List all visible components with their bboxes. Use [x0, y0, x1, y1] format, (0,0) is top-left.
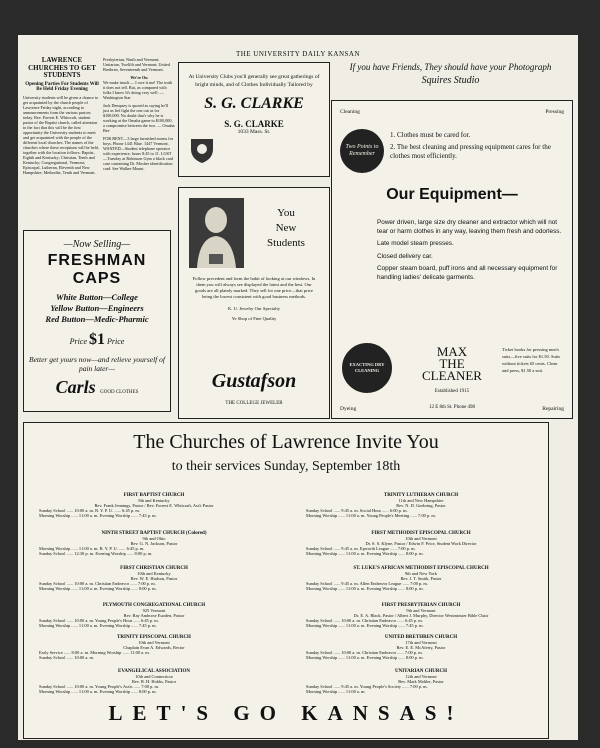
church-l1: Sunday School ...... 10:00 a. m. Young People's Hour ...... 6:45 p. m.: [39, 618, 159, 623]
lets-go-kansas: LET'S GO KANSAS!: [108, 701, 464, 725]
two-points-badge: Two Points to Remember: [340, 129, 384, 173]
caps-line-engineers: Yellow Button—Engineers: [50, 303, 144, 313]
church-name: UNITARIAN CHURCH: [395, 669, 447, 674]
church-pastor: Chaplain Evan A. Edwards, Rector: [123, 645, 185, 650]
church-listing: [306, 493, 536, 518]
church-addr: 17th and Vermont: [405, 640, 437, 645]
church-name: FIRST PRESBYTERIAN CHURCH: [381, 603, 461, 608]
gustafson-jeweler-ad: [178, 187, 330, 419]
now-selling: —Now Selling—: [63, 239, 131, 250]
max-name: MAX THE CLEANER Established 1915 12 E 8th St. Phone 498: [422, 344, 482, 410]
church-name: PLYMOUTH CONGREGATIONAL CHURCH: [102, 603, 206, 608]
bust-illustration-icon: [189, 198, 244, 268]
equipment-title: Our Equipment—: [386, 186, 518, 203]
church-name: UNITED BRETHREN CHURCH: [384, 635, 458, 640]
church-l2: Morning Worship ...... 11:00 a. m. Evening Worship ...... 8:00 p. m.: [39, 586, 157, 591]
article-subhead: Opening Parties For Students Will Be Held Friday Evening: [25, 81, 99, 92]
church-listing: [306, 531, 536, 556]
church-l2: Morning Worship ...... 11:00 a. m. Evening Worship ...... 8:00 p. m.: [306, 586, 424, 591]
church-name: TRINITY LUTHERAN CHURCH: [383, 493, 459, 498]
church-addr: 9th and New York: [405, 571, 437, 576]
church-pastor: Rev. E. E. McAferty, Pastor: [396, 645, 446, 650]
crest-icon: [187, 135, 217, 165]
clarke-intro: At University Clubs you'll generally see great gatherings of bright minds, and of Clothes Individually Tailored by: [188, 74, 320, 88]
church-addr: 10th and Vermont: [405, 536, 437, 541]
church-listing: [306, 566, 536, 591]
church-pastor: Dr. S. S. Klyne, Pastor / Edwin F. Price, Student Work Director: [365, 541, 477, 546]
dyeing-label: Dyeing: [340, 406, 357, 412]
church-addr: 11th and New Hampshire: [398, 498, 444, 503]
church-l2: Morning Worship ...... 11:00 a. m. Evening Worship ...... 8:00 p. m.: [39, 689, 157, 694]
price-label-right: Price: [107, 337, 125, 346]
dempsey-item: Jack Dempsey is quoted as saying he'll just as lief fight the one out as for $100,000. No doubt that's why he is working at the Omaha game to $100,000, a compromise between the two. — Omaha Bee: [103, 103, 175, 133]
church-listing: [39, 603, 269, 628]
church-l2: Morning Worship ...... 11:00 a. m. Young People's Meeting ...... 7:00 p. m.: [306, 513, 436, 518]
pressing-label: Pressing: [545, 109, 564, 115]
church-addr: 10th and Kentucky: [137, 571, 171, 576]
church-l2: Morning Worship ...... 11:00 a. m. Evening Worship ...... 8:00 p. m.: [306, 551, 424, 556]
second-column: [103, 57, 175, 255]
church-listing: [39, 566, 269, 591]
church-l1: Sunday School ...... 10:00 a. m. Christian Endeavor ...... 7:00 p. m.: [39, 581, 156, 586]
gustafson-quality: Ye Shop of Fine Quality: [231, 316, 277, 321]
churches-invite-ad: [23, 422, 549, 739]
price-value: $1: [89, 331, 105, 348]
you-new-students: You New Students: [267, 207, 305, 249]
church-listing: [39, 635, 269, 660]
church-pastor: Rev. Mark Mohler, Pastor: [398, 679, 444, 684]
church-name: FIRST BAPTIST CHURCH: [123, 493, 185, 498]
churches-subhead: to their services Sunday, September 18th: [171, 459, 401, 474]
church-name: FIRST METHODIST EPISCOPAL CHURCH: [371, 531, 471, 536]
church-l1: Sunday School ...... 10:00 a. m. Young People's Ass'n ...... 7:00 p. m.: [39, 684, 160, 689]
article-body: University students will be given a chance to get acquainted by the church people of Lawrence Friday night, according to announcements from the various pastors today. Rev. Forrest E. Whitcraft, student pastor of the Baptist church, called attention to the fact that this will be the first opportunity the University students to meet and get acquainted with the people of the different local churches. The names of the churches where these receptions will be held, together with the location follows: Baptist, Eighth and Kentucky; Christian, Tenth and Kentucky; Congregational, Vermont; Episcopal, Lutheran, Eleventh and New Hampshire; Methodist, Tenth and Vermont.: [23, 94, 99, 175]
church-l1: Early Service ...... 8:00 a. m. Morning Worship ...... 11:00 a. m.: [39, 650, 150, 655]
church-pastor: Rev. Frank Jennings, Pastor / Rev. Forrest E. Whitcraft, Ass't Pastor: [94, 503, 214, 508]
church-name: FIRST CHRISTIAN CHURCH: [120, 566, 188, 571]
church-pastor: Rev. G. N. Jackson, Pastor: [130, 541, 178, 546]
established: Established 1915: [434, 389, 470, 394]
church-l2: Morning Worship ...... 11:00 a. m.: [306, 689, 366, 694]
price-label-left: Price: [69, 337, 87, 346]
caps-title: FRESHMAN CAPS: [47, 252, 147, 287]
church-addr: 12th and Vermont: [405, 674, 437, 679]
church-addr: 8th and Kentucky: [138, 498, 170, 503]
church-l2: Morning Worship ...... 11:00 a. m. Evening Worship ...... 7:45 p. m.: [39, 513, 157, 518]
church-name: EVANGELICAL ASSOCIATION: [118, 669, 190, 674]
church-pastor: Rev. Ray Ambrose Euoden, Pastor: [123, 613, 185, 618]
church-addr: 9th and Vermont: [406, 608, 436, 613]
church-listing: [39, 669, 269, 694]
church-pastor: Dr. E. A. Black, Pastor / Albert J. Murphy, Director Westminster Bible Chair: [353, 613, 489, 618]
newspaper-page: [18, 35, 578, 740]
church-l1: Sunday School ...... 9:45 a. m. Social Hour ...... 6:00 p. m.: [306, 508, 408, 513]
gustafson-body: Follow precedent and form the habit of looking at our windows. In them you will always see displayed the latest and the best. Our goods are all plainly marked. They sell for one price—that price being the lowest consistent with good business methods. K. U. Jewelry Our Specialty Ye Shop of Fine Quality: [192, 276, 316, 321]
clarke-signature: S. G. CLARKE: [204, 95, 304, 112]
cleaning-label: Cleaning: [340, 109, 360, 115]
church-listing: [39, 493, 269, 518]
point-two: 2. The best cleaning and pressing equipment cares for the clothes most efficiently.: [390, 143, 551, 160]
max-address: 12 E 8th St. Phone 498: [428, 405, 476, 410]
clarke-name: S. G. CLARKE: [224, 119, 284, 129]
church-listing: [306, 669, 536, 694]
clarke-tailor-ad: [178, 62, 330, 177]
church-pastor: Rev. J. T. Smith, Pastor: [400, 576, 442, 581]
point-one: 1. Clothes must be cared for.: [390, 131, 471, 139]
church-l1: Sunday School ...... 10:00 a. m. Christian Endeavor ...... 7:00 p. m.: [306, 650, 423, 655]
were-on-poem: We make insult — I owe it me! The truth it does not tell. But, as compared with folks I know It's doing very well. — Washington Star: [103, 80, 173, 100]
church-l2: Morning Worship ...... 11:00 a. m. Evening Worship ...... 8:00 p. m.: [306, 655, 424, 660]
church-l1: Morning Worship ...... 11:00 a. m. B. Y. P. U. ...... 6:45 p. m.: [39, 546, 145, 551]
church-l1: Sunday School ...... 10:00 a. m. B. Y. P. U. ...... 6:45 p. m.: [39, 508, 140, 513]
exacting-seal: EXACTING DRY CLEANING: [342, 343, 392, 393]
gustafson-tag: THE COLLEGE JEWELER: [225, 401, 283, 406]
church-addr: 925 Vermont: [142, 608, 166, 613]
church-name: TRINITY EPISCOPAL CHURCH: [117, 635, 191, 640]
studio-name: Squires Studio: [421, 75, 480, 86]
repairing-label: Repairing: [542, 406, 564, 412]
church-l1: Sunday School ...... 9:45 a. m. Epworth League ...... 7:00 p. m.: [306, 546, 416, 551]
classified-ads: FOR RENT—3 large furnished rooms for boys. Phone 1441 Blue. 1447 Vermont. WANTED—Student telephone operator with experience, hours 8:45 to 11. LOST—Tuesday at Robinson Gym a black card case containing Dr. Mosher identification card. See Walker Mount.: [103, 136, 174, 171]
church-l1: Sunday School ...... 9:45 a. m. Allen Endeavor League ...... 7:00 p. m.: [306, 581, 428, 586]
caps-line-college: White Button—College: [56, 292, 138, 302]
church-addr: 9th and Ohio: [142, 536, 166, 541]
church-name: ST. LUKE'S AFRICAN METHODIST EPISCOPAL CHURCH: [353, 566, 489, 571]
lawrence-churches-article: [23, 57, 101, 255]
church-listing: [306, 635, 536, 660]
church-name: NINTH STREET BAPTIST CHURCH (Colored): [101, 531, 207, 536]
church-pastor: Rev. W. E. Hudson, Pastor: [130, 576, 178, 581]
max-cleaner-ad: [331, 100, 573, 419]
church-addr: 10th and Connecticut: [135, 674, 173, 679]
caps-tagline: Better get yours now—and relieve yourself of pain later—: [29, 355, 165, 373]
points-list: [390, 131, 565, 161]
church-l1: Sunday School ...... 10:00 a. m. Christian Endeavor ...... 6:45 p. m.: [306, 618, 423, 623]
carls-logo-sub: GOOD CLOTHES: [100, 390, 139, 395]
ticket-info: Ticket books for pressing men's suits—five suits for $1.50. Suits without tickets 65 cents. Clean and press, $1.50 a suit.: [502, 347, 561, 373]
freshman-caps-ad: [23, 230, 171, 412]
church-l2: Sunday School ...... 12:30 p. m. Evening Worship ...... 8:00 p. m.: [39, 551, 153, 556]
were-on-title: We're On: [130, 75, 148, 80]
church-listing: [306, 603, 536, 628]
caps-price: [24, 331, 170, 349]
gustafson-logo: Gustafson: [211, 370, 297, 392]
church-l1: Sunday School ...... 9:45 a. m. Young People's Society ...... 7:00 p. m.: [306, 684, 428, 689]
equipment-list: Power driven, large size dry cleaner and extractor which will not tear or harm clothes in any way, leaving them fresh and odorless. Late model steam presses. Closed delivery car. Copper steam board, puff irons and all necessary equipment for handling ladies' delicate garments.: [377, 219, 562, 281]
caps-line-medic: Red Button—Medic-Pharmic: [45, 314, 149, 324]
squires-studio-ad: [328, 61, 573, 87]
church-pastor: Rev. B. H. Hobbs, Pastor: [131, 679, 177, 684]
carls-logo: Carls GOOD CLOTHES: [55, 377, 139, 397]
clarke-address: 1033 Mass. St.: [237, 129, 271, 135]
article-headline: LAWRENCE CHURCHES TO GET STUDENTS: [28, 57, 96, 79]
church-pastor: Rev. N. D. Goehring, Pastor: [396, 503, 446, 508]
church-listing: [39, 531, 269, 556]
column-continuation: Presbyterian, Ninth and Vermont; Unitarian, Twelfth and Vermont; United Brethren, Seventeenth and Vermont.: [103, 57, 170, 72]
churches-headline: The Churches of Lawrence Invite You: [133, 431, 439, 453]
gustafson-specialty: K. U. Jewelry Our Specialty: [227, 306, 281, 311]
church-l2: Morning Worship ...... 11:00 a. m. Evening Worship ...... 7:45 p. m.: [306, 623, 424, 628]
friends-line: If you have Friends, They should have your Photograph: [349, 62, 552, 72]
church-l2: Morning Worship ...... 11:00 a. m. Evening Worship ...... 7:45 p. m.: [39, 623, 157, 628]
church-addr: 10th and Vermont: [138, 640, 170, 645]
masthead: THE UNIVERSITY DAILY KANSAN: [235, 50, 361, 58]
church-l2: Sunday School ...... 10:00 a. m.: [39, 655, 95, 660]
